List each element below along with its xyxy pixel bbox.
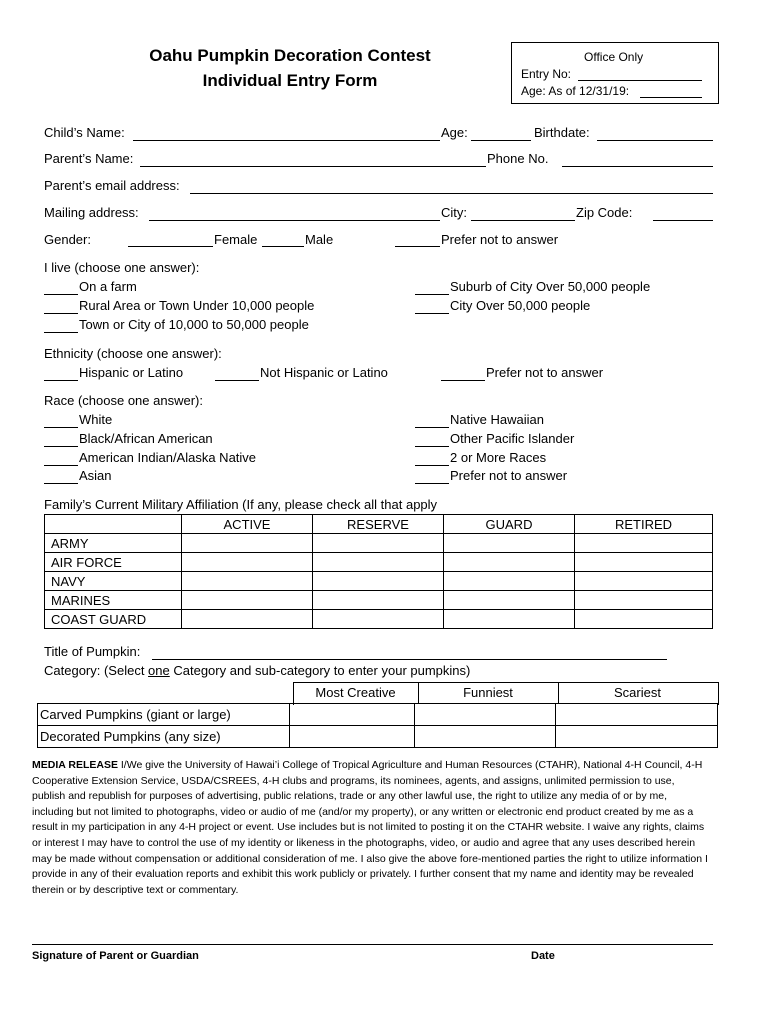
ethnicity-option-blank[interactable] xyxy=(44,380,78,381)
media-release-text: I/We give the University of Hawai’i College of Tropical Agriculture and Human Resources (CTAHR), National 4-H Council, 4-H Cooperative Extension Service, USDA/CSREES, 4-H clubs and programs, its nominees, agents, and assigns, unlimited permission to use, publish and republish for purposes of advertising, public relations, trade or any other lawful use, the right to utilize any media of or by me, including but not limited to photographs, video or audio of me (and/or my property), or any written or electronic end product created by me as a result in my participation in any 4-H project or event. Use includes but is not limited to posting it on the CTAHR website. I waive any rights, claims or interest I may have to control the use of my identity or likeness in the photographs, video, or audio and agree that any uses described herein may be made without compensation or additional consideration of me. I also give the above fore-mentioned parties the right to utilize information I provide in any of their evaluation reports and exhibit this work publicly or privately. I further consent that my name and identity may be revealed therein or by descriptive text or commentary. xyxy=(32,759,708,896)
military-col-header: RESERVE xyxy=(313,515,444,534)
category-cell[interactable] xyxy=(556,726,718,748)
phone-field[interactable] xyxy=(562,166,713,167)
parent-email-field[interactable] xyxy=(190,193,713,194)
category-col-header: Funniest xyxy=(463,685,513,700)
gender-male-blank[interactable] xyxy=(262,246,304,247)
military-col-header: GUARD xyxy=(444,515,575,534)
military-cell[interactable] xyxy=(182,572,313,591)
child-name-label: Child’s Name: xyxy=(44,125,125,140)
live-option-label: On a farm xyxy=(79,279,137,294)
ethnicity-option-label: Hispanic or Latino xyxy=(79,365,184,380)
military-cell[interactable] xyxy=(182,553,313,572)
birthdate-field[interactable] xyxy=(597,140,713,141)
media-release xyxy=(32,758,708,898)
date-label: Date xyxy=(531,950,555,962)
category-instruction xyxy=(44,663,470,678)
table-row xyxy=(38,726,718,748)
military-cell[interactable] xyxy=(575,572,713,591)
ethnicity-option-blank[interactable] xyxy=(441,380,485,381)
live-option-blank[interactable] xyxy=(44,332,78,333)
table-row xyxy=(45,534,713,553)
parent-email-label: Parent’s email address: xyxy=(44,178,180,193)
gender-label: Gender: xyxy=(44,232,91,247)
ethnicity-option-label: Not Hispanic or Latino xyxy=(260,365,388,380)
military-heading: Family’s Current Military Affiliation (If any, please check all that apply xyxy=(44,497,438,512)
military-cell[interactable] xyxy=(182,610,313,629)
race-option-blank[interactable] xyxy=(44,483,78,484)
gender-female-blank[interactable] xyxy=(128,246,213,247)
form-title-line2: Individual Entry Form xyxy=(202,71,378,90)
category-cell[interactable] xyxy=(556,704,718,726)
parent-name-label: Parent’s Name: xyxy=(44,151,134,166)
race-option-blank[interactable] xyxy=(44,427,78,428)
category-row-label: Carved Pumpkins (giant or large) xyxy=(38,704,290,726)
entry-no-line[interactable] xyxy=(578,80,702,81)
parent-name-field[interactable] xyxy=(140,166,486,167)
office-only-box xyxy=(511,42,719,104)
city-field[interactable] xyxy=(471,220,575,221)
military-cell[interactable] xyxy=(182,591,313,610)
zip-code-label: Zip Code: xyxy=(576,205,633,220)
military-cell[interactable] xyxy=(575,553,713,572)
race-option-label: White xyxy=(79,412,113,427)
race-option-blank[interactable] xyxy=(44,465,78,466)
table-row xyxy=(45,572,713,591)
military-col-header: RETIRED xyxy=(575,515,713,534)
mailing-address-field[interactable] xyxy=(149,220,440,221)
military-cell[interactable] xyxy=(444,610,575,629)
live-option-label: Suburb of City Over 50,000 people xyxy=(450,279,651,294)
race-option-label: Prefer not to answer xyxy=(450,468,568,483)
race-option-blank[interactable] xyxy=(415,483,449,484)
military-cell[interactable] xyxy=(444,534,575,553)
live-option-label: Town or City of 10,000 to 50,000 people xyxy=(79,317,309,332)
race-option-label: Black/African American xyxy=(79,431,213,446)
form-title-line1: Oahu Pumpkin Decoration Contest xyxy=(149,46,431,65)
military-cell[interactable] xyxy=(444,572,575,591)
live-option-blank[interactable] xyxy=(415,313,449,314)
ethnicity-option-label: Prefer not to answer xyxy=(486,365,604,380)
military-cell[interactable] xyxy=(575,591,713,610)
category-cell[interactable] xyxy=(290,726,415,748)
table-row xyxy=(38,704,718,726)
military-cell[interactable] xyxy=(575,610,713,629)
gender-female-label: Female xyxy=(214,232,258,247)
category-cell[interactable] xyxy=(415,704,556,726)
live-option-blank[interactable] xyxy=(44,313,78,314)
child-name-field[interactable] xyxy=(133,140,440,141)
age-as-of-line[interactable] xyxy=(640,97,702,98)
pumpkin-title-label: Title of Pumpkin: xyxy=(44,644,141,659)
military-row-label: ARMY xyxy=(45,534,182,553)
military-header-blank xyxy=(45,515,182,534)
category-cell[interactable] xyxy=(290,704,415,726)
military-row-label: AIR FORCE xyxy=(45,553,182,572)
age-as-of-label: Age: As of 12/31/19: xyxy=(521,84,630,98)
military-cell[interactable] xyxy=(444,553,575,572)
military-table xyxy=(44,514,713,629)
category-instruction-pre: Category: (Select xyxy=(44,663,149,678)
category-table xyxy=(37,703,718,748)
military-row-label: COAST GUARD xyxy=(45,610,182,629)
age-field[interactable] xyxy=(471,140,531,141)
race-option-blank[interactable] xyxy=(415,446,449,447)
gender-male-label: Male xyxy=(305,232,334,247)
race-option-blank[interactable] xyxy=(415,427,449,428)
military-row-label: NAVY xyxy=(45,572,182,591)
race-option-label: Asian xyxy=(79,468,112,483)
phone-label: Phone No. xyxy=(487,151,549,166)
birthdate-label: Birthdate: xyxy=(534,125,590,140)
race-option-blank[interactable] xyxy=(415,465,449,466)
race-option-label: Native Hawaiian xyxy=(450,412,544,427)
entry-no-label: Entry No: xyxy=(521,67,572,81)
military-cell[interactable] xyxy=(444,591,575,610)
race-option-blank[interactable] xyxy=(44,446,78,447)
office-only-title: Office Only xyxy=(584,50,644,64)
gender-prefer-label: Prefer not to answer xyxy=(441,232,559,247)
mailing-address-label: Mailing address: xyxy=(44,205,139,220)
military-cell[interactable] xyxy=(313,553,444,572)
category-col-header: Most Creative xyxy=(315,685,396,700)
gender-prefer-blank[interactable] xyxy=(395,246,440,247)
city-label: City: xyxy=(441,205,467,220)
table-row xyxy=(45,591,713,610)
military-cell[interactable] xyxy=(313,610,444,629)
live-heading: I live (choose one answer): xyxy=(44,260,200,275)
signature-line[interactable] xyxy=(32,944,713,945)
category-col-header: Scariest xyxy=(614,685,661,700)
military-row-label: MARINES xyxy=(45,591,182,610)
category-instruction-one: one xyxy=(148,663,170,678)
race-option-label: American Indian/Alaska Native xyxy=(79,450,257,465)
live-option-blank[interactable] xyxy=(44,294,78,295)
military-cell[interactable] xyxy=(313,572,444,591)
pumpkin-title-field[interactable] xyxy=(152,659,667,660)
live-option-blank[interactable] xyxy=(415,294,449,295)
age-label: Age: xyxy=(441,125,468,140)
military-cell[interactable] xyxy=(313,591,444,610)
military-col-header: ACTIVE xyxy=(182,515,313,534)
zip-code-field[interactable] xyxy=(653,220,713,221)
category-cell[interactable] xyxy=(415,726,556,748)
signature-label: Signature of Parent or Guardian xyxy=(32,950,199,962)
category-instruction-post: Category and sub-category to enter your pumpkins) xyxy=(169,663,471,678)
race-option-label: 2 or More Races xyxy=(450,450,547,465)
table-row xyxy=(45,553,713,572)
military-cell[interactable] xyxy=(575,534,713,553)
military-cell[interactable] xyxy=(182,534,313,553)
category-row-label: Decorated Pumpkins (any size) xyxy=(38,726,290,748)
ethnicity-heading: Ethnicity (choose one answer): xyxy=(44,346,222,361)
live-option-label: City Over 50,000 people xyxy=(450,298,591,313)
media-release-title: MEDIA RELEASE xyxy=(32,759,118,771)
race-heading: Race (choose one answer): xyxy=(44,393,203,408)
ethnicity-option-blank[interactable] xyxy=(215,380,259,381)
live-option-label: Rural Area or Town Under 10,000 people xyxy=(79,298,315,313)
race-option-label: Other Pacific Islander xyxy=(450,431,575,446)
military-cell[interactable] xyxy=(313,534,444,553)
table-row xyxy=(45,610,713,629)
